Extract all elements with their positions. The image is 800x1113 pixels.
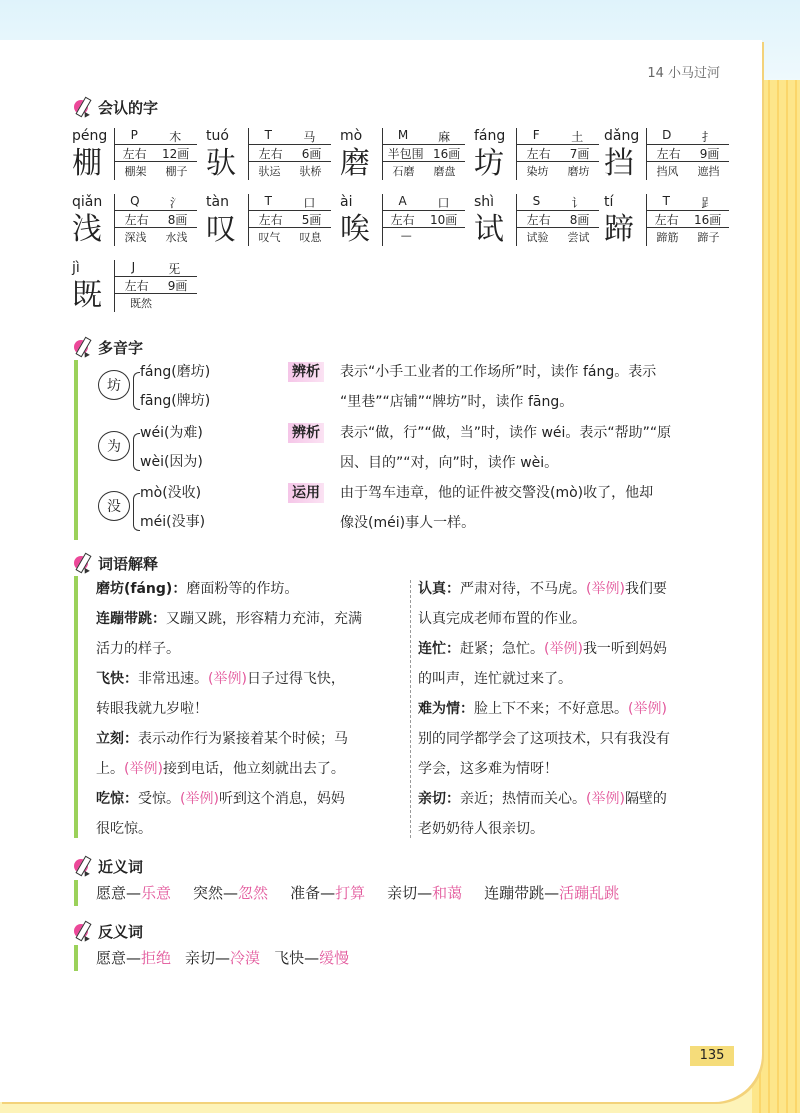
pinyin: jì	[72, 260, 80, 276]
character: 坊	[474, 146, 504, 181]
character-card	[604, 194, 730, 252]
antonym-pair: 亲切—冷漠	[185, 949, 261, 967]
synonym-pair: 亲切—和蔼	[387, 884, 463, 902]
bracket	[133, 372, 140, 410]
character: 蹄	[604, 212, 634, 247]
pinyin: tuó	[206, 128, 229, 144]
polyphone-char: 没	[98, 491, 130, 521]
pencil-icon	[72, 855, 94, 877]
synonym-list	[96, 882, 641, 903]
pinyin: ài	[340, 194, 353, 210]
analysis-tag: 辨析	[288, 423, 324, 443]
pinyin: mò	[340, 128, 363, 144]
polyphone-text: 表示“小手工业者的工作场所”时，读作 fáng。表示 “里巷”“店铺”“牌坊”时，读作 fāng。	[340, 364, 657, 410]
pinyin: dǎng	[604, 128, 640, 144]
character-info-box: T 𧾷 左右 16画 蹄筋 蹄子	[646, 194, 729, 246]
synonym-pair: 连蹦带跳—活蹦乱跳	[484, 884, 620, 902]
section-bar	[74, 576, 78, 838]
character-card	[474, 128, 600, 186]
character-info-box: Q 氵 左右 8画 深浅 水浅	[114, 194, 197, 246]
glossary-entry: 难为情：脸上下不来；不好意思。(举例)	[418, 701, 667, 717]
synonym-pair: 突然—忽然	[193, 884, 269, 902]
section-recognize-title: 会认的字	[72, 96, 158, 118]
character: 既	[72, 278, 102, 313]
character: 叹	[206, 212, 236, 247]
glossary-entry: 亲切：亲近；热情而关心。(举例)隔壁的	[418, 791, 667, 807]
pencil-icon	[72, 336, 94, 358]
character: 棚	[72, 146, 102, 181]
pencil-icon	[72, 920, 94, 942]
pinyin: fáng	[474, 128, 506, 144]
glossary-entry: 连忙：赶紧；急忙。(举例)我一听到妈妈	[418, 641, 667, 657]
pinyin: tàn	[206, 194, 229, 210]
pencil-icon	[72, 96, 94, 118]
character-card	[474, 194, 600, 252]
character-card	[206, 194, 332, 252]
glossary-entry: 立刻：表示动作行为紧接着某个时候；马	[96, 731, 348, 747]
pinyin: tí	[604, 194, 614, 210]
character: 唉	[340, 212, 370, 247]
glossary-right-column: 认真：严肃对待，不马虎。(举例)我们要 认真完成老师布置的作业。 连忙：赶紧；急忙。(举例)我一听到妈妈 的叫声，连忙就过来了。 难为情：脸上下不来；不好意思。(举例) 别的同学都学会了这项技术，只有我没有 学会，这多难为情呀！ 亲切：亲近；热情而关心。(举例)隔壁的 老奶奶待人很亲切。	[418, 574, 732, 844]
antonym-pair: 飞快—缓慢	[274, 949, 350, 967]
character-card	[340, 128, 466, 186]
page-number: 135	[690, 1046, 734, 1066]
column-divider	[410, 580, 411, 838]
synonym-pair: 准备—打算	[290, 884, 366, 902]
reading-1: wéi(为难)	[140, 425, 203, 441]
character: 挡	[604, 146, 634, 181]
character-card	[340, 194, 466, 252]
glossary-entry: 磨坊(fáng)：磨面粉等的作坊。	[96, 581, 299, 597]
glossary-left-column: 磨坊(fáng)：磨面粉等的作坊。 连蹦带跳：又蹦又跳，形容精力充沛，充满 活力的样子。 飞快：非常迅速。(举例)日子过得飞快， 转眼我就九岁啦！ 立刻：表示动作行为紧接着某个时候；马 上。(举例)接到电话，他立刻就出去了。 吃惊：受惊。(举例)听到这个消息，妈妈 很吃惊。	[96, 574, 408, 844]
reading-2: fāng(牌坊)	[140, 393, 211, 409]
polyphone-char: 坊	[98, 370, 130, 400]
section-glossary-title: 词语解释	[72, 552, 158, 574]
character: 磨	[340, 146, 370, 181]
character-card	[72, 194, 198, 252]
pinyin: qiǎn	[72, 194, 103, 210]
polyphone-char: 为	[98, 431, 130, 461]
antonym-pair: 愿意—拒绝	[96, 949, 172, 967]
section-antonyms-title: 反义词	[72, 920, 143, 942]
bracket	[133, 433, 140, 471]
reading-2: méi(没事)	[140, 514, 206, 530]
glossary-entry: 飞快：非常迅速。(举例)日子过得飞快，	[96, 671, 345, 687]
reading-1: mò(没收)	[140, 485, 202, 501]
section-polyphone-title: 多音字	[72, 336, 143, 358]
character: 试	[474, 212, 504, 247]
glossary-entry: 吃惊：受惊。(举例)听到这个消息，妈妈	[96, 791, 345, 807]
character-info-box: P 木 左右 12画 棚架 棚子	[114, 128, 197, 180]
section-bar	[74, 880, 78, 906]
section-bar	[74, 945, 78, 971]
character-card	[604, 128, 730, 186]
bracket	[133, 493, 140, 531]
glossary-entry: 连蹦带跳：又蹦又跳，形容精力充沛，充满	[96, 611, 362, 627]
character-info-box: J 旡 左右 9画 既然	[114, 260, 197, 312]
character-info-box: S 讠 左右 8画 试验 尝试	[516, 194, 599, 246]
antonym-list	[96, 947, 363, 968]
section-synonyms-title: 近义词	[72, 855, 143, 877]
character-info-box: F 土 左右 7画 染坊 磨坊	[516, 128, 599, 180]
polyphone-text: 表示“做，行”“做，当”时，读作 wéi。表示“帮助”“原 因、目的”“对，向”时，读作 wèi。	[340, 425, 672, 471]
character-info-box: T 马 左右 6画 驮运 驮桥	[248, 128, 331, 180]
synonym-pair: 愿意—乐意	[96, 884, 172, 902]
section-bar	[74, 360, 78, 540]
glossary-entry: 认真：严肃对待，不马虎。(举例)我们要	[418, 581, 667, 597]
pinyin: shì	[474, 194, 495, 210]
chapter-header: 14 小马过河	[647, 66, 720, 81]
character-card	[72, 128, 198, 186]
character-info-box: M 麻 半包围 16画 石磨 磨盘	[382, 128, 465, 180]
character-card	[206, 128, 332, 186]
analysis-tag: 辨析	[288, 362, 324, 382]
character: 浅	[72, 212, 102, 247]
usage-tag: 运用	[288, 483, 324, 503]
character-info-box: T 口 左右 5画 叹气 叹息	[248, 194, 331, 246]
pinyin: péng	[72, 128, 108, 144]
pencil-icon	[72, 552, 94, 574]
character: 驮	[206, 146, 236, 181]
character-info-box: A 口 左右 10画 —	[382, 194, 465, 246]
reading-1: fáng(磨坊)	[140, 364, 211, 380]
reading-2: wèi(因为)	[140, 454, 203, 470]
character-card	[72, 260, 198, 318]
character-info-box: D 扌 左右 9画 挡风 遮挡	[646, 128, 729, 180]
polyphone-text: 由于驾车违章，他的证件被交警没(mò)收了，他却 像没(méi)事人一样。	[340, 485, 654, 531]
